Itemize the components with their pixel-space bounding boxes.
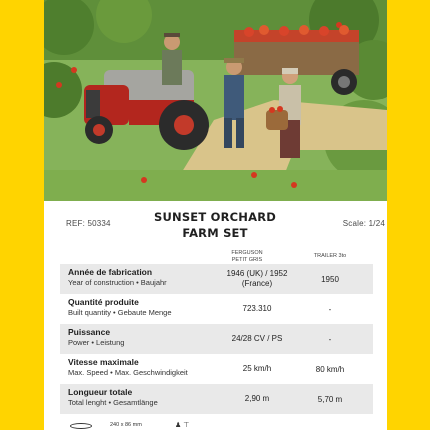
spec-value-trailer: 80 km/h: [315, 364, 345, 374]
spec-row: [60, 294, 373, 324]
reference-number: REF: 50334: [66, 219, 111, 228]
spec-label: [68, 327, 218, 348]
spec-subtitle: Power • Leistung: [68, 338, 125, 347]
spec-label: [68, 267, 218, 288]
spec-value-trailer: -: [328, 334, 332, 344]
spec-subtitle: Built quantity • Gebaute Menge: [68, 308, 172, 317]
column-header-tractor: [217, 250, 277, 264]
title-line-1: SUNSET ORCHARD: [153, 210, 277, 224]
spec-label: [68, 297, 218, 318]
spec-value-tractor: 25 km/h: [242, 364, 272, 373]
column-header-tractor-line2: PETIT GRIS: [231, 257, 263, 263]
spec-title: Année de fabrication: [68, 267, 153, 277]
spec-subtitle: Max. Speed • Max. Geschwindigkeit: [68, 368, 188, 377]
spec-label: [68, 357, 218, 378]
scale-label: Scale: 1/24: [342, 219, 385, 228]
spec-subtitle: Year of construction • Baujahr: [68, 278, 167, 287]
spec-value-tractor: 723.310: [242, 304, 272, 313]
column-header-tractor-line1: FERGUSON: [231, 250, 263, 256]
spec-row: [60, 384, 373, 414]
spec-title: Quantité produite: [68, 297, 139, 307]
box-icon: [70, 423, 92, 429]
spec-row: [60, 354, 373, 384]
spec-value-trailer: -: [328, 304, 332, 314]
spec-value-tractor: 1946 (UK) / 1952 (France): [226, 269, 288, 288]
spec-title: Longueur totale: [68, 387, 133, 397]
column-header-trailer: TRAILER 3to: [313, 253, 347, 259]
spec-value-tractor: 24/28 CV / PS: [231, 334, 283, 343]
box-dimensions: 240 x 86 mm: [110, 422, 142, 428]
person-icon: ♟ ⊤: [175, 422, 190, 429]
spec-row: [60, 324, 373, 354]
spec-value-tractor: 2,90 m: [244, 394, 270, 403]
orchard-illustration: [44, 0, 387, 201]
title-line-2: FARM SET: [182, 226, 248, 240]
spec-value-trailer: 5,70 m: [317, 394, 343, 404]
spec-label: [68, 387, 218, 408]
spec-title: Vitesse maximale: [68, 357, 139, 367]
spec-subtitle: Total lenght • Gesamtlänge: [68, 398, 158, 407]
product-title: [120, 209, 310, 241]
illustration-svg: [44, 0, 387, 201]
spec-value-trailer: 1950: [321, 274, 339, 284]
spec-row: [60, 264, 373, 294]
footer-info: [60, 418, 373, 430]
spec-title: Puissance: [68, 327, 111, 337]
